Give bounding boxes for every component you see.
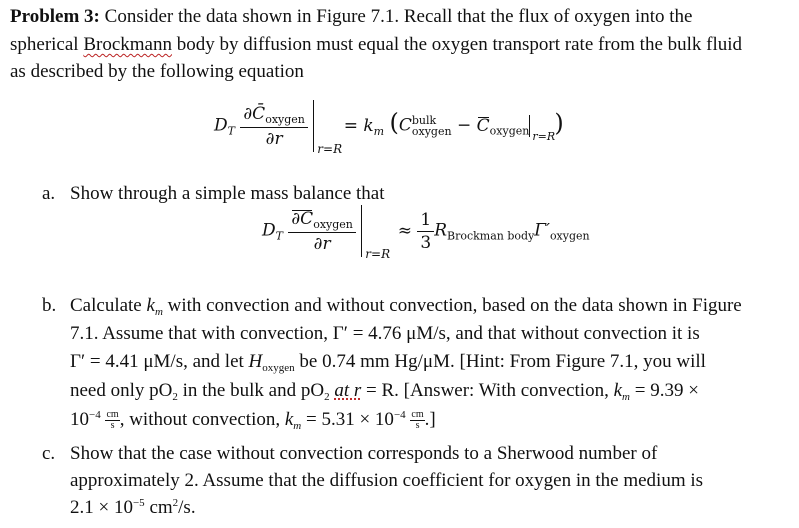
- part-b-line-2: 7.1. Assume that with convection, Γ′ = 4.76 μM/s, and that without convection it is: [70, 323, 700, 344]
- part-c-line-1: Show that the case without convection corresponds to a Sherwood number of: [70, 443, 658, 464]
- part-c-line-2: approximately 2. Assume that the diffusion coefficient for oxygen in the medium is: [70, 470, 704, 491]
- problem-intro-line-2: spherical Brockmann body by diffusion must equal the oxygen transport rate from the bulk fluid: [10, 34, 743, 55]
- part-b-label: b.: [42, 295, 57, 316]
- problem-intro-line-3: as described by the following equation: [10, 61, 304, 82]
- part-b-line-3: Γ′ = 4.41 μM/s, and let $H_{oxygen}$ be 0.74 mm Hg/μM. [Hint: From Figure 7.1, you will: [70, 351, 706, 374]
- part-b-line-5: $10^{-4}$ $\frac{cm}{s}$ , without convection, $k_m = 5.31 \times 10^{-4}$ $\frac{cm}{s}$ .]: [70, 409, 436, 432]
- part-c-line-3: $2.1 \times 10^{-5}$ $cm^2/s$.: [70, 497, 196, 518]
- brockmann-word: Brockmann: [83, 34, 172, 55]
- part-b-line-1: Calculate $k_m$ with convection and without convection, based on the data shown in Figure: [70, 295, 742, 318]
- problem-intro-line-1: Problem 3: Consider the data shown in Figure 7.1. Recall that the flux of oxygen into the: [10, 6, 693, 27]
- part-b-line-4: need only $pO_2$ in the bulk and $pO_2$ at r = R. [Answer: With convection, $k_m = 9.39$ ×: [70, 380, 699, 403]
- part-a-label: a.: [42, 183, 56, 204]
- problem-heading: Problem 3:: [10, 6, 100, 27]
- equation-2: $D_T$ $\frac{\partial C_{oxygen}}{\partial r}$ r=R ≈ $\frac{1}{3}$ $R_{Brockman body}\Gamma'_{oxygen}$: [262, 205, 590, 257]
- part-a-text: Show through a simple mass balance that: [70, 183, 385, 204]
- part-c-label: c.: [42, 443, 56, 464]
- equation-1: $D_T$ $\frac{\partial C̄_{oxygen}}{\partial r}$ r=R = $k_m$ (C bulk oxygen − $C_{oxygen}$ r=R ): [214, 100, 564, 152]
- eq1-derivative: $\frac{\partial C̄_{oxygen}}{\partial r}$: [240, 104, 308, 149]
